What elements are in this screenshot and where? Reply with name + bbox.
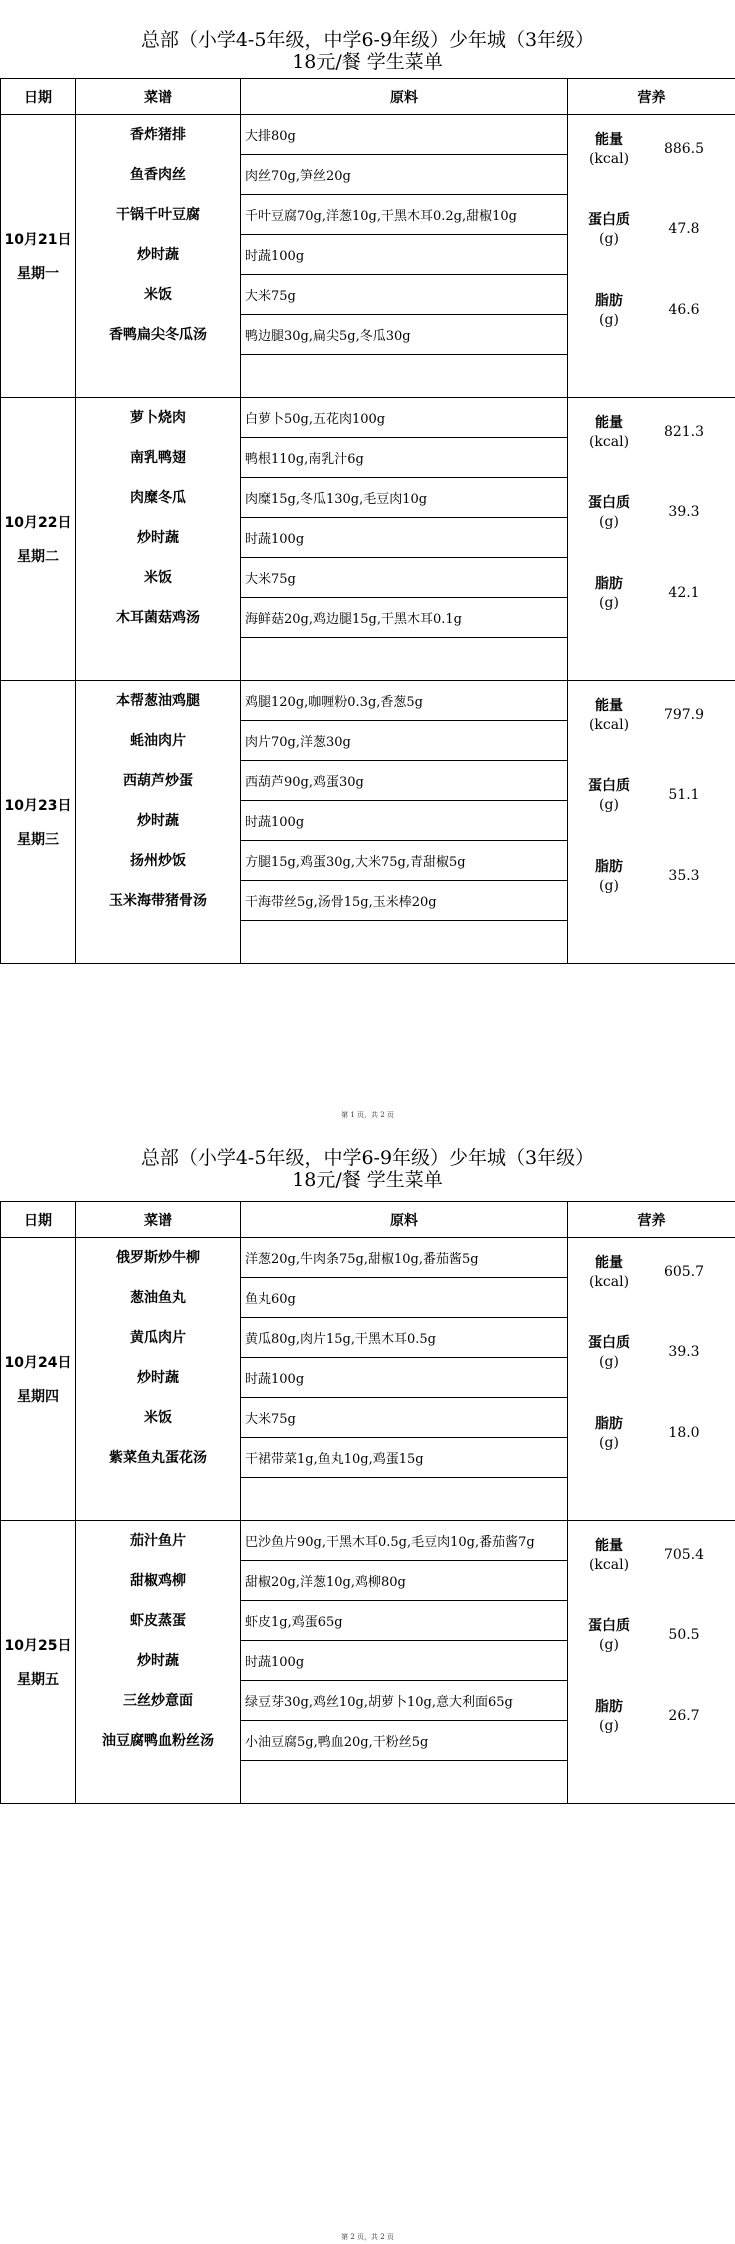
- dish-item: 紫菜鱼丸蛋花汤: [109, 1450, 207, 1466]
- fat-unit: (g): [599, 312, 619, 328]
- fat-row: [568, 858, 735, 898]
- ingredients-cell: [241, 1521, 568, 1804]
- ingredient-line-empty: [241, 921, 567, 961]
- dish-item: 玉米海带猪骨汤: [109, 893, 207, 909]
- title-line-1: 总部（小学4-5年级，中学6-9年级）少年城（3年级）: [140, 1147, 595, 1169]
- fat-row: [568, 575, 735, 615]
- protein-row: [568, 777, 735, 817]
- ingredient-line: 肉片70g,洋葱30g: [241, 721, 567, 761]
- dish-item: 香鸭扁尖冬瓜汤: [109, 327, 207, 343]
- dish-item: 三丝炒意面: [123, 1693, 193, 1709]
- ingredient-line: 鱼丸60g: [241, 1278, 567, 1318]
- dishes-cell: [76, 1521, 241, 1804]
- dish-item: 炒时蔬: [137, 247, 179, 263]
- fat-label: [582, 292, 636, 330]
- header-nutrition: 营养: [568, 79, 735, 115]
- header-menu: 菜谱: [76, 79, 241, 115]
- protein-row: [568, 1334, 735, 1374]
- dish-item: 炒时蔬: [137, 813, 179, 829]
- weekday: 星期一: [17, 266, 59, 282]
- title-line-2: 18元/餐 学生菜单: [292, 51, 443, 73]
- table-header-row: [1, 1202, 735, 1238]
- ingredient-line: 肉糜15g,冬瓜130g,毛豆肉10g: [241, 478, 567, 518]
- fat-unit: (g): [599, 878, 619, 894]
- ingredient-line-empty: [241, 355, 567, 395]
- ingredient-line: 时蔬100g: [241, 235, 567, 275]
- energy-label-text: 能量: [595, 415, 623, 431]
- fat-label: [582, 858, 636, 896]
- header-ingredients: 原料: [241, 1202, 568, 1238]
- ingredient-line: 绿豆芽30g,鸡丝10g,胡萝卜10g,意大利面65g: [241, 1681, 567, 1721]
- dish-item: 肉糜冬瓜: [130, 490, 186, 506]
- energy-unit: (kcal): [588, 434, 630, 450]
- energy-label: [582, 414, 636, 452]
- fat-unit: (g): [599, 1718, 619, 1734]
- ingredient-line: 黄瓜80g,肉片15g,干黑木耳0.5g: [241, 1318, 567, 1358]
- fat-unit: (g): [599, 595, 619, 611]
- protein-value: 51.1: [668, 787, 700, 803]
- dish-item: 油豆腐鸭血粉丝汤: [102, 1733, 214, 1749]
- protein-row: [568, 1617, 735, 1657]
- menu-table: [0, 78, 735, 964]
- dish-item: 鱼香肉丝: [130, 167, 186, 183]
- ingredient-line: 小油豆腐5g,鸭血20g,干粉丝5g: [241, 1721, 567, 1761]
- dish-item: 甜椒鸡柳: [130, 1573, 186, 1589]
- fat-label: [582, 575, 636, 613]
- ingredient-line: 虾皮1g,鸡蛋65g: [241, 1601, 567, 1641]
- ingredient-line: 干裙带菜1g,鱼丸10g,鸡蛋15g: [241, 1438, 567, 1478]
- dish-item: 米饭: [144, 570, 172, 586]
- protein-label-text: 蛋白质: [588, 1618, 630, 1634]
- protein-unit: (g): [599, 797, 619, 813]
- nutrition-cell: [568, 398, 735, 681]
- fat-value: 26.7: [668, 1708, 700, 1724]
- ingredient-line: 巴沙鱼片90g,干黑木耳0.5g,毛豆肉10g,番茄酱7g: [241, 1521, 567, 1561]
- dish-item: 南乳鸭翅: [130, 450, 186, 466]
- fat-label-text: 脂肪: [595, 859, 623, 875]
- dish-item: 俄罗斯炒牛柳: [116, 1250, 200, 1266]
- energy-value: 797.9: [663, 707, 705, 723]
- fat-label-text: 脂肪: [595, 576, 623, 592]
- page-title: [0, 1147, 735, 1191]
- protein-row: [568, 211, 735, 251]
- date-cell: [1, 1521, 76, 1804]
- protein-label: [582, 494, 636, 532]
- protein-row: [568, 494, 735, 534]
- energy-label: [582, 1254, 636, 1292]
- protein-label: [582, 1617, 636, 1655]
- protein-label: [582, 777, 636, 815]
- protein-unit: (g): [599, 514, 619, 530]
- protein-value: 39.3: [668, 504, 700, 520]
- ingredients-cell: [241, 681, 568, 964]
- ingredient-line: 大排80g: [241, 115, 567, 155]
- menu-table: [0, 1201, 735, 1804]
- header-date: 日期: [1, 1202, 76, 1238]
- energy-label: [582, 697, 636, 735]
- dishes-cell: [76, 115, 241, 398]
- ingredient-line: 时蔬100g: [241, 518, 567, 558]
- energy-row: [568, 131, 735, 171]
- protein-label-text: 蛋白质: [588, 1335, 630, 1351]
- ingredient-line: 海鲜菇20g,鸡边腿15g,干黑木耳0.1g: [241, 598, 567, 638]
- ingredient-line: 甜椒20g,洋葱10g,鸡柳80g: [241, 1561, 567, 1601]
- date: 10月24日: [4, 1355, 72, 1371]
- energy-row: [568, 414, 735, 454]
- day-row: [1, 115, 735, 398]
- fat-unit: (g): [599, 1435, 619, 1451]
- day-row: [1, 398, 735, 681]
- page-footer: 第 1 页，共 2 页: [341, 1111, 394, 1119]
- ingredient-line: 大米75g: [241, 1398, 567, 1438]
- dish-item: 香炸猪排: [130, 127, 186, 143]
- dish-item: 茄汁鱼片: [130, 1533, 186, 1549]
- protein-label-text: 蛋白质: [588, 495, 630, 511]
- energy-row: [568, 1537, 735, 1577]
- energy-label-text: 能量: [595, 1255, 623, 1271]
- date-cell: [1, 681, 76, 964]
- date: 10月21日: [4, 232, 72, 248]
- protein-value: 50.5: [668, 1627, 700, 1643]
- nutrition-cell: [568, 1238, 735, 1521]
- dish-item: 木耳菌菇鸡汤: [116, 610, 200, 626]
- nutrition-cell: [568, 681, 735, 964]
- protein-label-text: 蛋白质: [588, 778, 630, 794]
- ingredient-line: 时蔬100g: [241, 801, 567, 841]
- energy-value: 821.3: [663, 424, 705, 440]
- energy-label-text: 能量: [595, 132, 623, 148]
- nutrition-cell: [568, 115, 735, 398]
- fat-value: 46.6: [668, 302, 700, 318]
- fat-label: [582, 1415, 636, 1453]
- dish-item: 炒时蔬: [137, 1653, 179, 1669]
- day-row: [1, 1521, 735, 1804]
- protein-unit: (g): [599, 1637, 619, 1653]
- fat-value: 42.1: [668, 585, 700, 601]
- ingredient-line: 千叶豆腐70g,洋葱10g,干黑木耳0.2g,甜椒10g: [241, 195, 567, 235]
- ingredient-line-empty: [241, 638, 567, 678]
- protein-label: [582, 211, 636, 249]
- weekday: 星期四: [17, 1389, 59, 1405]
- date-cell: [1, 1238, 76, 1521]
- protein-unit: (g): [599, 231, 619, 247]
- dish-item: 扬州炒饭: [130, 853, 186, 869]
- header-nutrition: 营养: [568, 1202, 735, 1238]
- dishes-cell: [76, 398, 241, 681]
- ingredient-line: 洋葱20g,牛肉条75g,甜椒10g,番茄酱5g: [241, 1238, 567, 1278]
- header-date: 日期: [1, 79, 76, 115]
- dishes-cell: [76, 681, 241, 964]
- dish-item: 蚝油肉片: [130, 733, 186, 749]
- ingredient-line: 干海带丝5g,汤骨15g,玉米棒20g: [241, 881, 567, 921]
- date: 10月25日: [4, 1638, 72, 1654]
- title-line-2: 18元/餐 学生菜单: [292, 1169, 443, 1191]
- energy-unit: (kcal): [588, 151, 630, 167]
- ingredient-line: 方腿15g,鸡蛋30g,大米75g,青甜椒5g: [241, 841, 567, 881]
- ingredients-cell: [241, 115, 568, 398]
- ingredient-line: 西葫芦90g,鸡蛋30g: [241, 761, 567, 801]
- day-row: [1, 681, 735, 964]
- ingredient-line: 大米75g: [241, 275, 567, 315]
- date: 10月23日: [4, 798, 72, 814]
- fat-label-text: 脂肪: [595, 1416, 623, 1432]
- dish-item: 西葫芦炒蛋: [123, 773, 193, 789]
- ingredient-line: 时蔬100g: [241, 1358, 567, 1398]
- fat-row: [568, 1698, 735, 1738]
- dish-item: 炒时蔬: [137, 530, 179, 546]
- weekday: 星期三: [17, 832, 59, 848]
- ingredient-line: 白萝卜50g,五花肉100g: [241, 398, 567, 438]
- fat-row: [568, 292, 735, 332]
- ingredients-cell: [241, 398, 568, 681]
- ingredient-line: 时蔬100g: [241, 1641, 567, 1681]
- date: 10月22日: [4, 515, 72, 531]
- dish-item: 米饭: [144, 287, 172, 303]
- ingredient-line-empty: [241, 1478, 567, 1518]
- fat-row: [568, 1415, 735, 1455]
- ingredient-line: 大米75g: [241, 558, 567, 598]
- energy-value: 705.4: [663, 1547, 705, 1563]
- ingredient-line: 鸭边腿30g,扁尖5g,冬瓜30g: [241, 315, 567, 355]
- energy-row: [568, 1254, 735, 1294]
- dish-item: 虾皮蒸蛋: [130, 1613, 186, 1629]
- dish-item: 本帮葱油鸡腿: [116, 693, 200, 709]
- fat-value: 18.0: [668, 1425, 700, 1441]
- energy-row: [568, 697, 735, 737]
- energy-unit: (kcal): [588, 1557, 630, 1573]
- energy-unit: (kcal): [588, 1274, 630, 1290]
- weekday: 星期二: [17, 549, 59, 565]
- dish-item: 葱油鱼丸: [130, 1290, 186, 1306]
- protein-value: 39.3: [668, 1344, 700, 1360]
- fat-label: [582, 1698, 636, 1736]
- energy-label-text: 能量: [595, 698, 623, 714]
- ingredient-line-empty: [241, 1761, 567, 1801]
- header-ingredients: 原料: [241, 79, 568, 115]
- dish-item: 干锅千叶豆腐: [116, 207, 200, 223]
- weekday: 星期五: [17, 1672, 59, 1688]
- fat-label-text: 脂肪: [595, 293, 623, 309]
- protein-label: [582, 1334, 636, 1372]
- energy-unit: (kcal): [588, 717, 630, 733]
- fat-label-text: 脂肪: [595, 1699, 623, 1715]
- energy-label-text: 能量: [595, 1538, 623, 1554]
- day-row: [1, 1238, 735, 1521]
- page-footer: 第 2 页，共 2 页: [341, 2233, 394, 2241]
- ingredient-line: 鸭根110g,南乳汁6g: [241, 438, 567, 478]
- page-title: [0, 29, 735, 73]
- protein-unit: (g): [599, 1354, 619, 1370]
- dish-item: 炒时蔬: [137, 1370, 179, 1386]
- nutrition-cell: [568, 1521, 735, 1804]
- protein-value: 47.8: [668, 221, 700, 237]
- header-menu: 菜谱: [76, 1202, 241, 1238]
- fat-value: 35.3: [668, 868, 700, 884]
- title-line-1: 总部（小学4-5年级，中学6-9年级）少年城（3年级）: [140, 29, 595, 51]
- dish-item: 米饭: [144, 1410, 172, 1426]
- date-cell: [1, 398, 76, 681]
- energy-value: 886.5: [663, 141, 705, 157]
- dishes-cell: [76, 1238, 241, 1521]
- dish-item: 萝卜烧肉: [130, 410, 186, 426]
- ingredient-line: 肉丝70g,笋丝20g: [241, 155, 567, 195]
- energy-label: [582, 1537, 636, 1575]
- table-header-row: [1, 79, 735, 115]
- ingredients-cell: [241, 1238, 568, 1521]
- energy-value: 605.7: [663, 1264, 705, 1280]
- ingredient-line: 鸡腿120g,咖喱粉0.3g,香葱5g: [241, 681, 567, 721]
- dish-item: 黄瓜肉片: [130, 1330, 186, 1346]
- protein-label-text: 蛋白质: [588, 212, 630, 228]
- date-cell: [1, 115, 76, 398]
- energy-label: [582, 131, 636, 169]
